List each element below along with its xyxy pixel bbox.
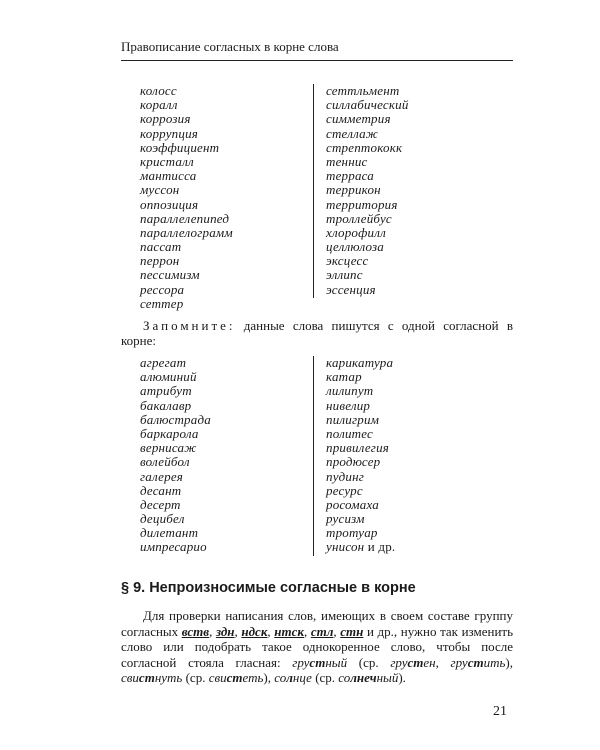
list2-left-word: дилетант xyxy=(140,525,199,541)
cf: ). xyxy=(398,670,406,686)
list2-left-word: атрибут xyxy=(140,383,192,399)
list2-left-word: децибел xyxy=(140,511,185,527)
list1-right-word: теннис xyxy=(326,153,368,169)
list1-right-word: стрептококк xyxy=(326,139,403,155)
list1-left-word: коэффициент xyxy=(140,139,220,155)
cluster-ntsk: нтск xyxy=(274,623,304,639)
list2-right-word: политес xyxy=(326,425,374,441)
list2-right-word: лилипут xyxy=(326,383,374,399)
list2-left-word: балюстрада xyxy=(140,411,211,427)
list1-left-word: мантисса xyxy=(140,168,197,184)
word-list-2-left xyxy=(140,356,211,555)
word-list-1-left xyxy=(140,84,233,311)
rule-text: Для проверки написания слов, имеющих в своем составе группу согласных xyxy=(121,608,513,639)
list1-left-word: коррозия xyxy=(140,111,191,127)
note-lead: Запомните: xyxy=(143,318,236,333)
list1-right-word: эссенция xyxy=(326,281,376,297)
list1-right-word: симметрия xyxy=(326,111,391,127)
list1-right-word: силлабический xyxy=(326,97,409,113)
list1-left-word: кристалл xyxy=(140,153,194,169)
cluster-stl: стл xyxy=(310,623,334,639)
cf: (ср. xyxy=(182,670,209,686)
list1-left-word: пассат xyxy=(140,239,182,255)
list2-right-word: росомаха xyxy=(326,496,379,512)
example-solnechny: солнечный xyxy=(338,670,399,686)
column-divider-1 xyxy=(313,84,314,298)
cluster-ndsk: ндск xyxy=(241,623,268,639)
list1-right-word: хлорофилл xyxy=(326,224,386,240)
column-divider-2 xyxy=(313,356,314,556)
list1-left-word: муссон xyxy=(140,182,180,198)
note-text: данные слова пишутся с одной согласной в корне: xyxy=(121,318,513,348)
word-list-1-right xyxy=(326,84,409,297)
list1-right-word: сеттльмент xyxy=(326,83,400,98)
rule-paragraph xyxy=(121,608,513,686)
list2-right-word: нивелир xyxy=(326,397,371,413)
sep: , xyxy=(333,623,341,639)
sep: , xyxy=(267,623,275,639)
note-paragraph xyxy=(121,318,513,348)
list2-right-word xyxy=(326,540,395,554)
list1-right-word: стеллаж xyxy=(326,125,379,141)
list1-left-word: рессора xyxy=(140,281,185,297)
list1-right-word: троллейбус xyxy=(326,210,392,226)
running-header-title: Правописание согласных в корне слова xyxy=(121,39,339,54)
list2-right-word: привилегия xyxy=(326,440,390,456)
cf: ), xyxy=(505,654,514,670)
cf: ), xyxy=(263,670,275,686)
list1-right-word: эксцесс xyxy=(326,253,369,269)
section-title: § 9. Непроизносимые согласные в корне xyxy=(121,580,416,596)
list2-right-word: пудинг xyxy=(326,468,365,484)
cf: (ср. xyxy=(311,670,339,686)
example-grustny: грустный xyxy=(292,654,348,670)
rule-text: и др., нужно так изменить слово или подобрать такое однокоренное слово, чтобы после согласной стояла гласная: xyxy=(121,623,514,670)
list2-right-word: пилигрим xyxy=(326,411,380,427)
list1-right-word: терраса xyxy=(326,168,374,184)
running-header xyxy=(121,38,513,61)
list2-left-word: галерея xyxy=(140,468,184,484)
list1-left-word: коралл xyxy=(140,97,178,113)
list1-left-word: коррупция xyxy=(140,125,199,141)
list1-left-word: пессимизм xyxy=(140,267,200,283)
sep: , xyxy=(303,623,311,639)
list2-left-word: вернисаж xyxy=(140,440,197,456)
list1-left-word: оппозиция xyxy=(140,196,199,212)
sep: , xyxy=(234,623,242,639)
cf: (ср. xyxy=(347,654,391,670)
cluster-zdn: здн xyxy=(215,623,235,639)
cluster-vstv: вств xyxy=(181,623,210,639)
list1-right-word: террикон xyxy=(326,182,381,198)
list2-left-word: агрегат xyxy=(140,355,187,370)
list1-left-word: перрон xyxy=(140,253,180,269)
list1-right-word: эллипс xyxy=(326,267,363,283)
list2-left-word: баркарола xyxy=(140,425,199,441)
word: унисон xyxy=(326,539,365,555)
list2-left-word: алюминий xyxy=(140,369,197,385)
list2-right-word: катар xyxy=(326,369,362,385)
list2-left-word: импресарио xyxy=(140,539,207,555)
example-solntse: солнце xyxy=(274,670,312,686)
list2-right-word: продюсер xyxy=(326,454,381,470)
list1-left-word: параллелепипед xyxy=(140,210,230,226)
list2-left-word: волейбол xyxy=(140,454,190,470)
list2-right-word: русизм xyxy=(326,511,365,527)
list2-right-word: тротуар xyxy=(326,525,378,541)
list2-left-word: десерт xyxy=(140,496,181,512)
list1-left-word: параллелограмм xyxy=(140,224,233,240)
sep: , xyxy=(209,623,216,639)
list2-left-word: бакалавр xyxy=(140,397,192,413)
page-number: 21 xyxy=(493,704,507,719)
word-list-2-right xyxy=(326,356,395,555)
list2-left-word: десант xyxy=(140,482,182,498)
example-svistet: свистеть xyxy=(208,670,264,686)
list1-left-word: сеттер xyxy=(140,295,184,311)
example-svistnut: свистнуть xyxy=(121,670,183,686)
suffix: и др. xyxy=(364,539,396,555)
cluster-stn: стн xyxy=(340,623,364,639)
list2-right-word: ресурс xyxy=(326,482,363,498)
list1-left-word: колосс xyxy=(140,83,177,98)
list1-right-word: территория xyxy=(326,196,398,212)
example-grusten: грустен, грустить xyxy=(390,654,506,670)
list2-right-word: карикатура xyxy=(326,355,394,370)
list1-right-word: целлюлоза xyxy=(326,239,384,255)
